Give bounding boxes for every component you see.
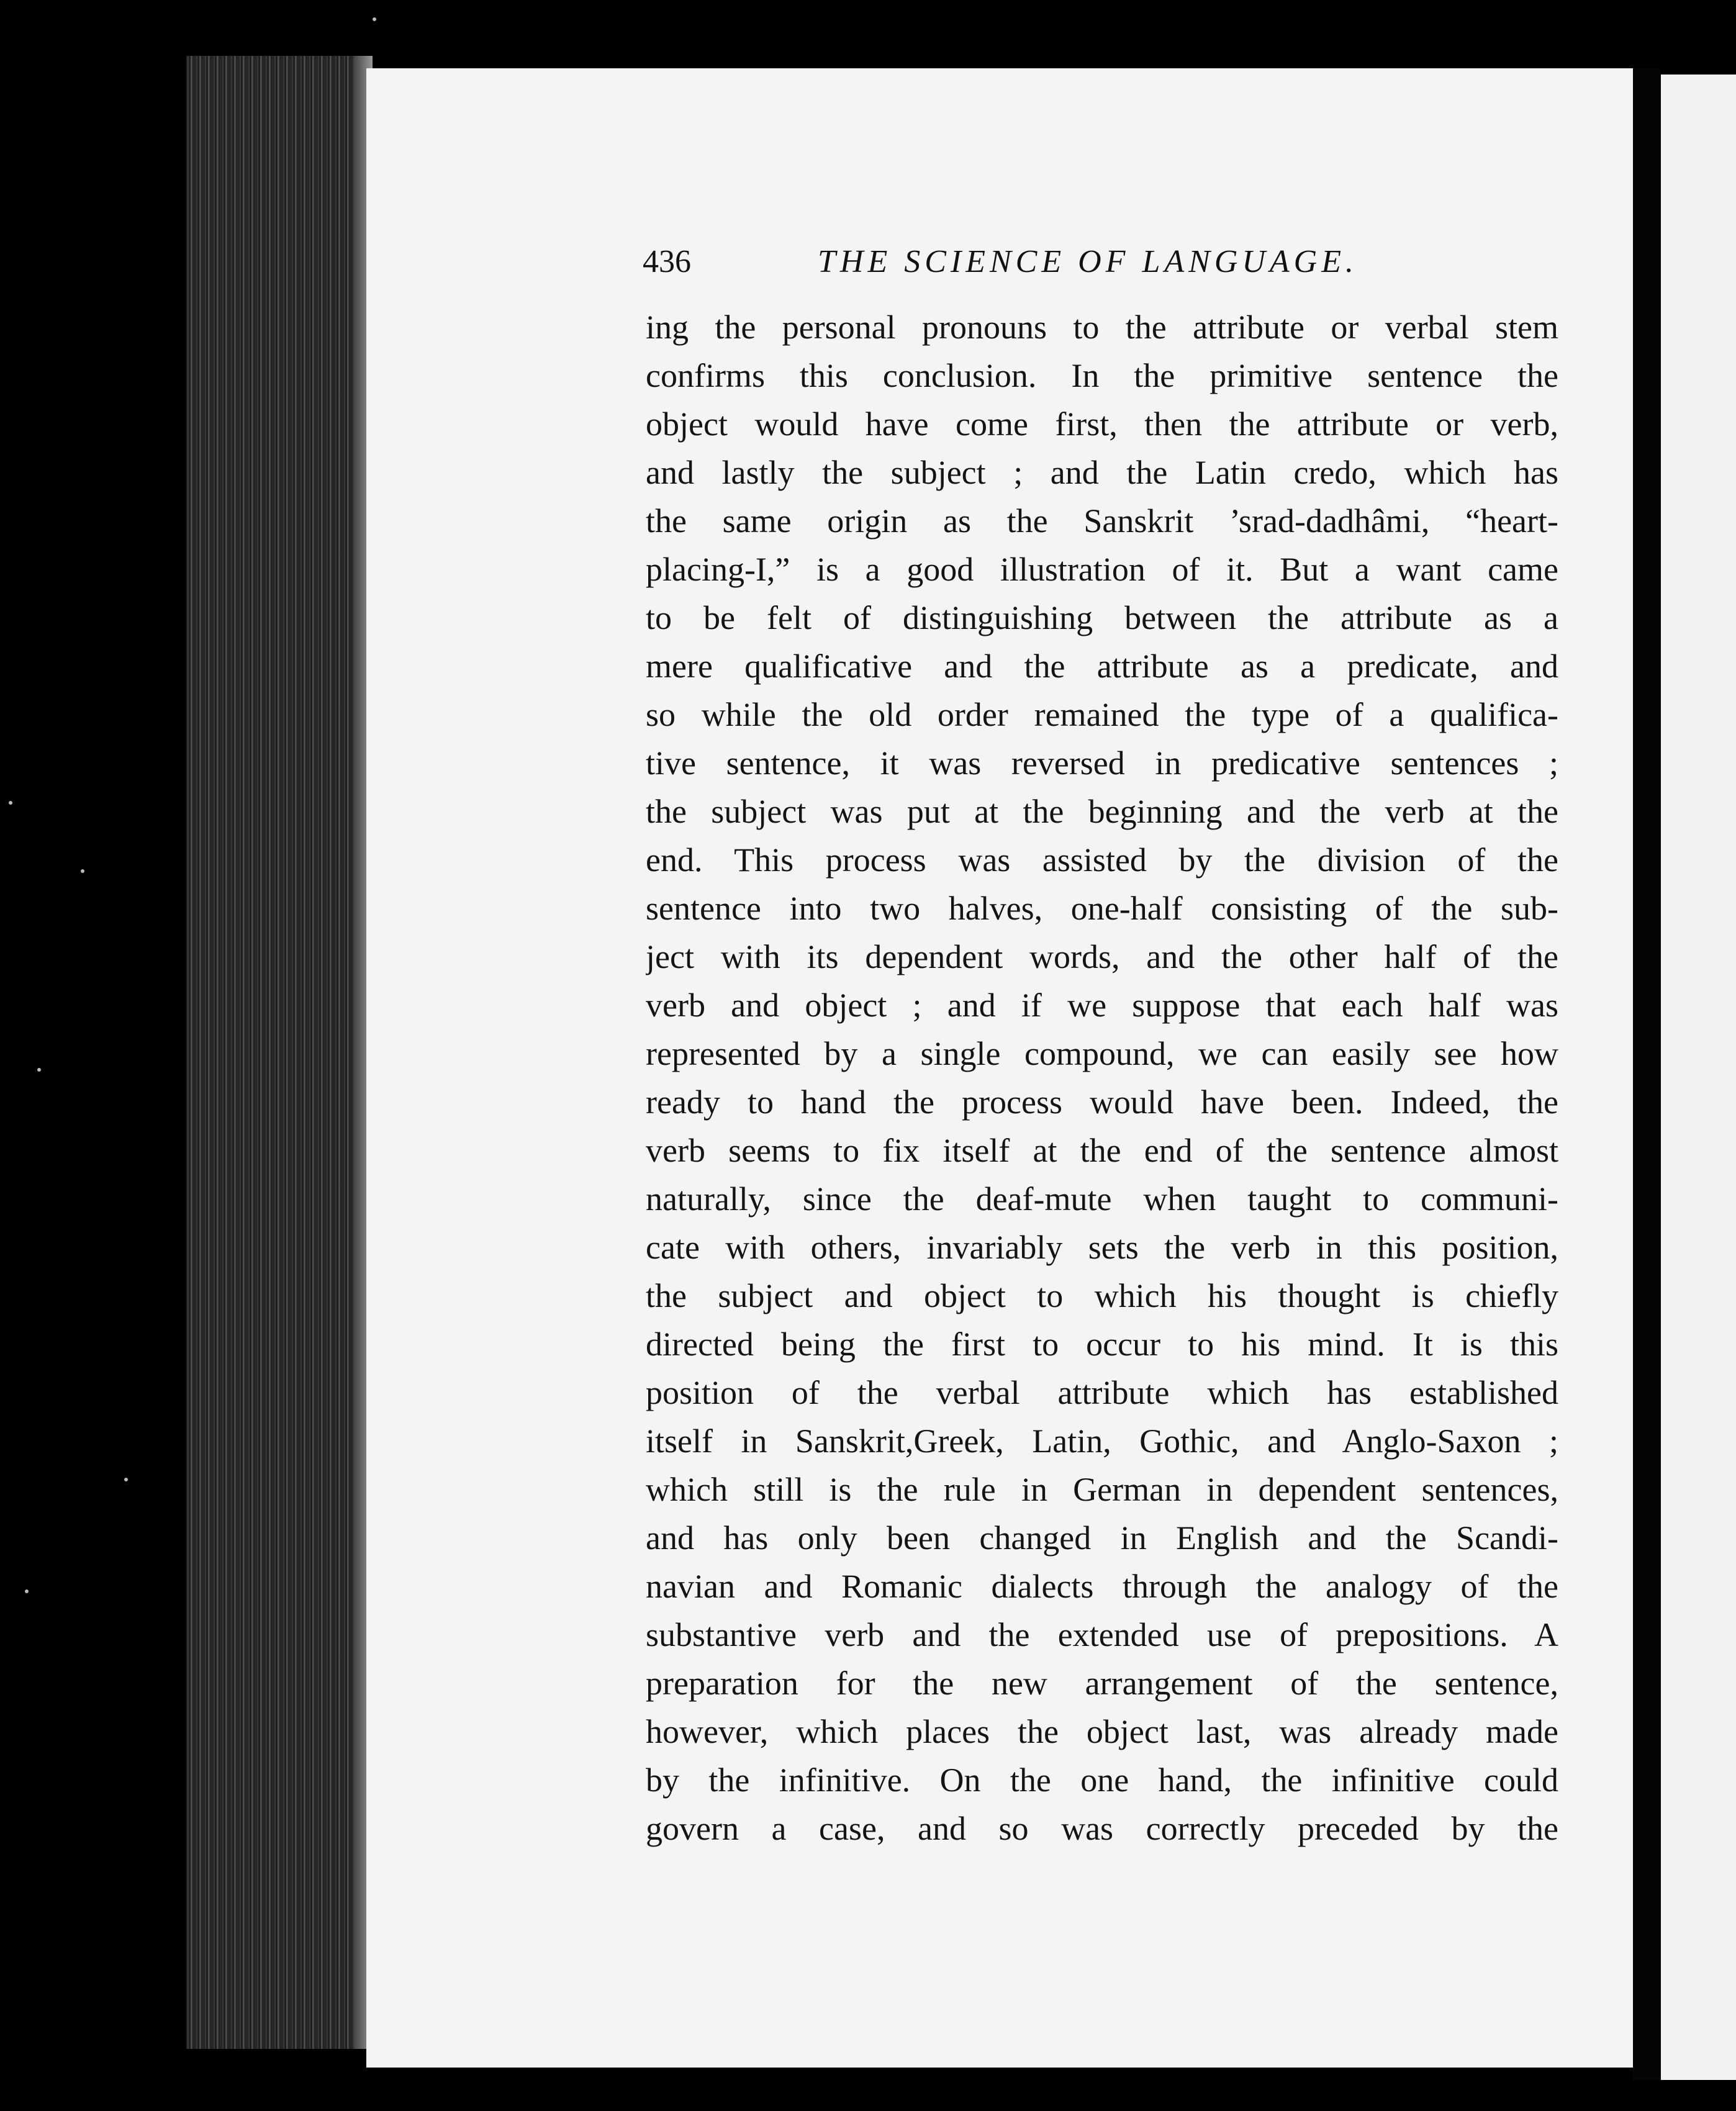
text-line: object would have come first, then the attribute or verb, — [646, 405, 1558, 443]
page-edges — [186, 56, 373, 2049]
text-line: to be felt of distinguishing between the attribute as a — [646, 599, 1558, 636]
body-text — [646, 303, 1558, 1853]
running-title: THE SCIENCE OF LANGUAGE. — [818, 244, 1358, 279]
text-line: itself in Sanskrit,Greek, Latin, Gothic, and Anglo-Saxon ; — [646, 1422, 1558, 1460]
text-line: directed being the first to occur to his mind. It is this — [646, 1326, 1558, 1363]
text-line: preparation for the new arrangement of the sentence, — [646, 1665, 1558, 1702]
text-line: placing-I,” is a good illustration of it. But a want came — [646, 551, 1558, 588]
facing-page-edge — [1661, 75, 1736, 2080]
running-head — [643, 243, 1562, 293]
text-line: naturally, since the deaf-mute when taught to communi- — [646, 1180, 1558, 1218]
text-line: which still is the rule in German in dependent sentences, — [646, 1471, 1558, 1508]
text-line: ready to hand the process would have been. Indeed, the — [646, 1083, 1558, 1121]
text-line: mere qualificative and the attribute as a predicate, and — [646, 648, 1558, 685]
text-line: however, which places the object last, was already made — [646, 1713, 1558, 1750]
scan-speck — [81, 869, 84, 873]
text-line: and lastly the subject ; and the Latin credo, which has — [646, 454, 1558, 491]
text-line: represented by a single compound, we can easily see how — [646, 1035, 1558, 1072]
text-line: position of the verbal attribute which has established — [646, 1374, 1558, 1411]
text-line: confirms this conclusion. In the primitive sentence the — [646, 357, 1558, 394]
scan-speck — [25, 1589, 29, 1593]
text-line: by the infinitive. On the one hand, the infinitive could — [646, 1761, 1558, 1799]
text-line: ject with its dependent words, and the other half of the — [646, 938, 1558, 975]
scan-speck — [37, 1068, 41, 1072]
text-line: govern a case, and so was correctly preceded by the — [646, 1810, 1558, 1847]
text-line: sentence into two halves, one-half consisting of the sub- — [646, 890, 1558, 927]
scan-speck — [373, 17, 376, 21]
gutter — [1633, 68, 1661, 2080]
text-line: the subject was put at the beginning and the verb at the — [646, 793, 1558, 830]
text-line: verb seems to fix itself at the end of the sentence almost — [646, 1132, 1558, 1169]
text-line: the subject and object to which his thought is chiefly — [646, 1277, 1558, 1314]
scan-speck — [9, 801, 12, 805]
text-line: so while the old order remained the type of a qualifica- — [646, 696, 1558, 733]
text-line: the same origin as the Sanskrit ’srad-dadhâmi, “heart- — [646, 502, 1558, 540]
text-line: end. This process was assisted by the division of the — [646, 841, 1558, 879]
text-line: cate with others, invariably sets the verb in this position, — [646, 1229, 1558, 1266]
text-line: verb and object ; and if we suppose that each half was — [646, 987, 1558, 1024]
text-line: tive sentence, it was reversed in predicative sentences ; — [646, 744, 1558, 782]
page-number: 436 — [643, 244, 691, 279]
text-line: navian and Romanic dialects through the analogy of the — [646, 1568, 1558, 1605]
text-line: substantive verb and the extended use of prepositions. A — [646, 1616, 1558, 1653]
scan-speck — [124, 1478, 128, 1481]
text-line: and has only been changed in English and the Scandi- — [646, 1519, 1558, 1557]
text-line: ing the personal pronouns to the attribute or verbal stem — [646, 309, 1558, 346]
